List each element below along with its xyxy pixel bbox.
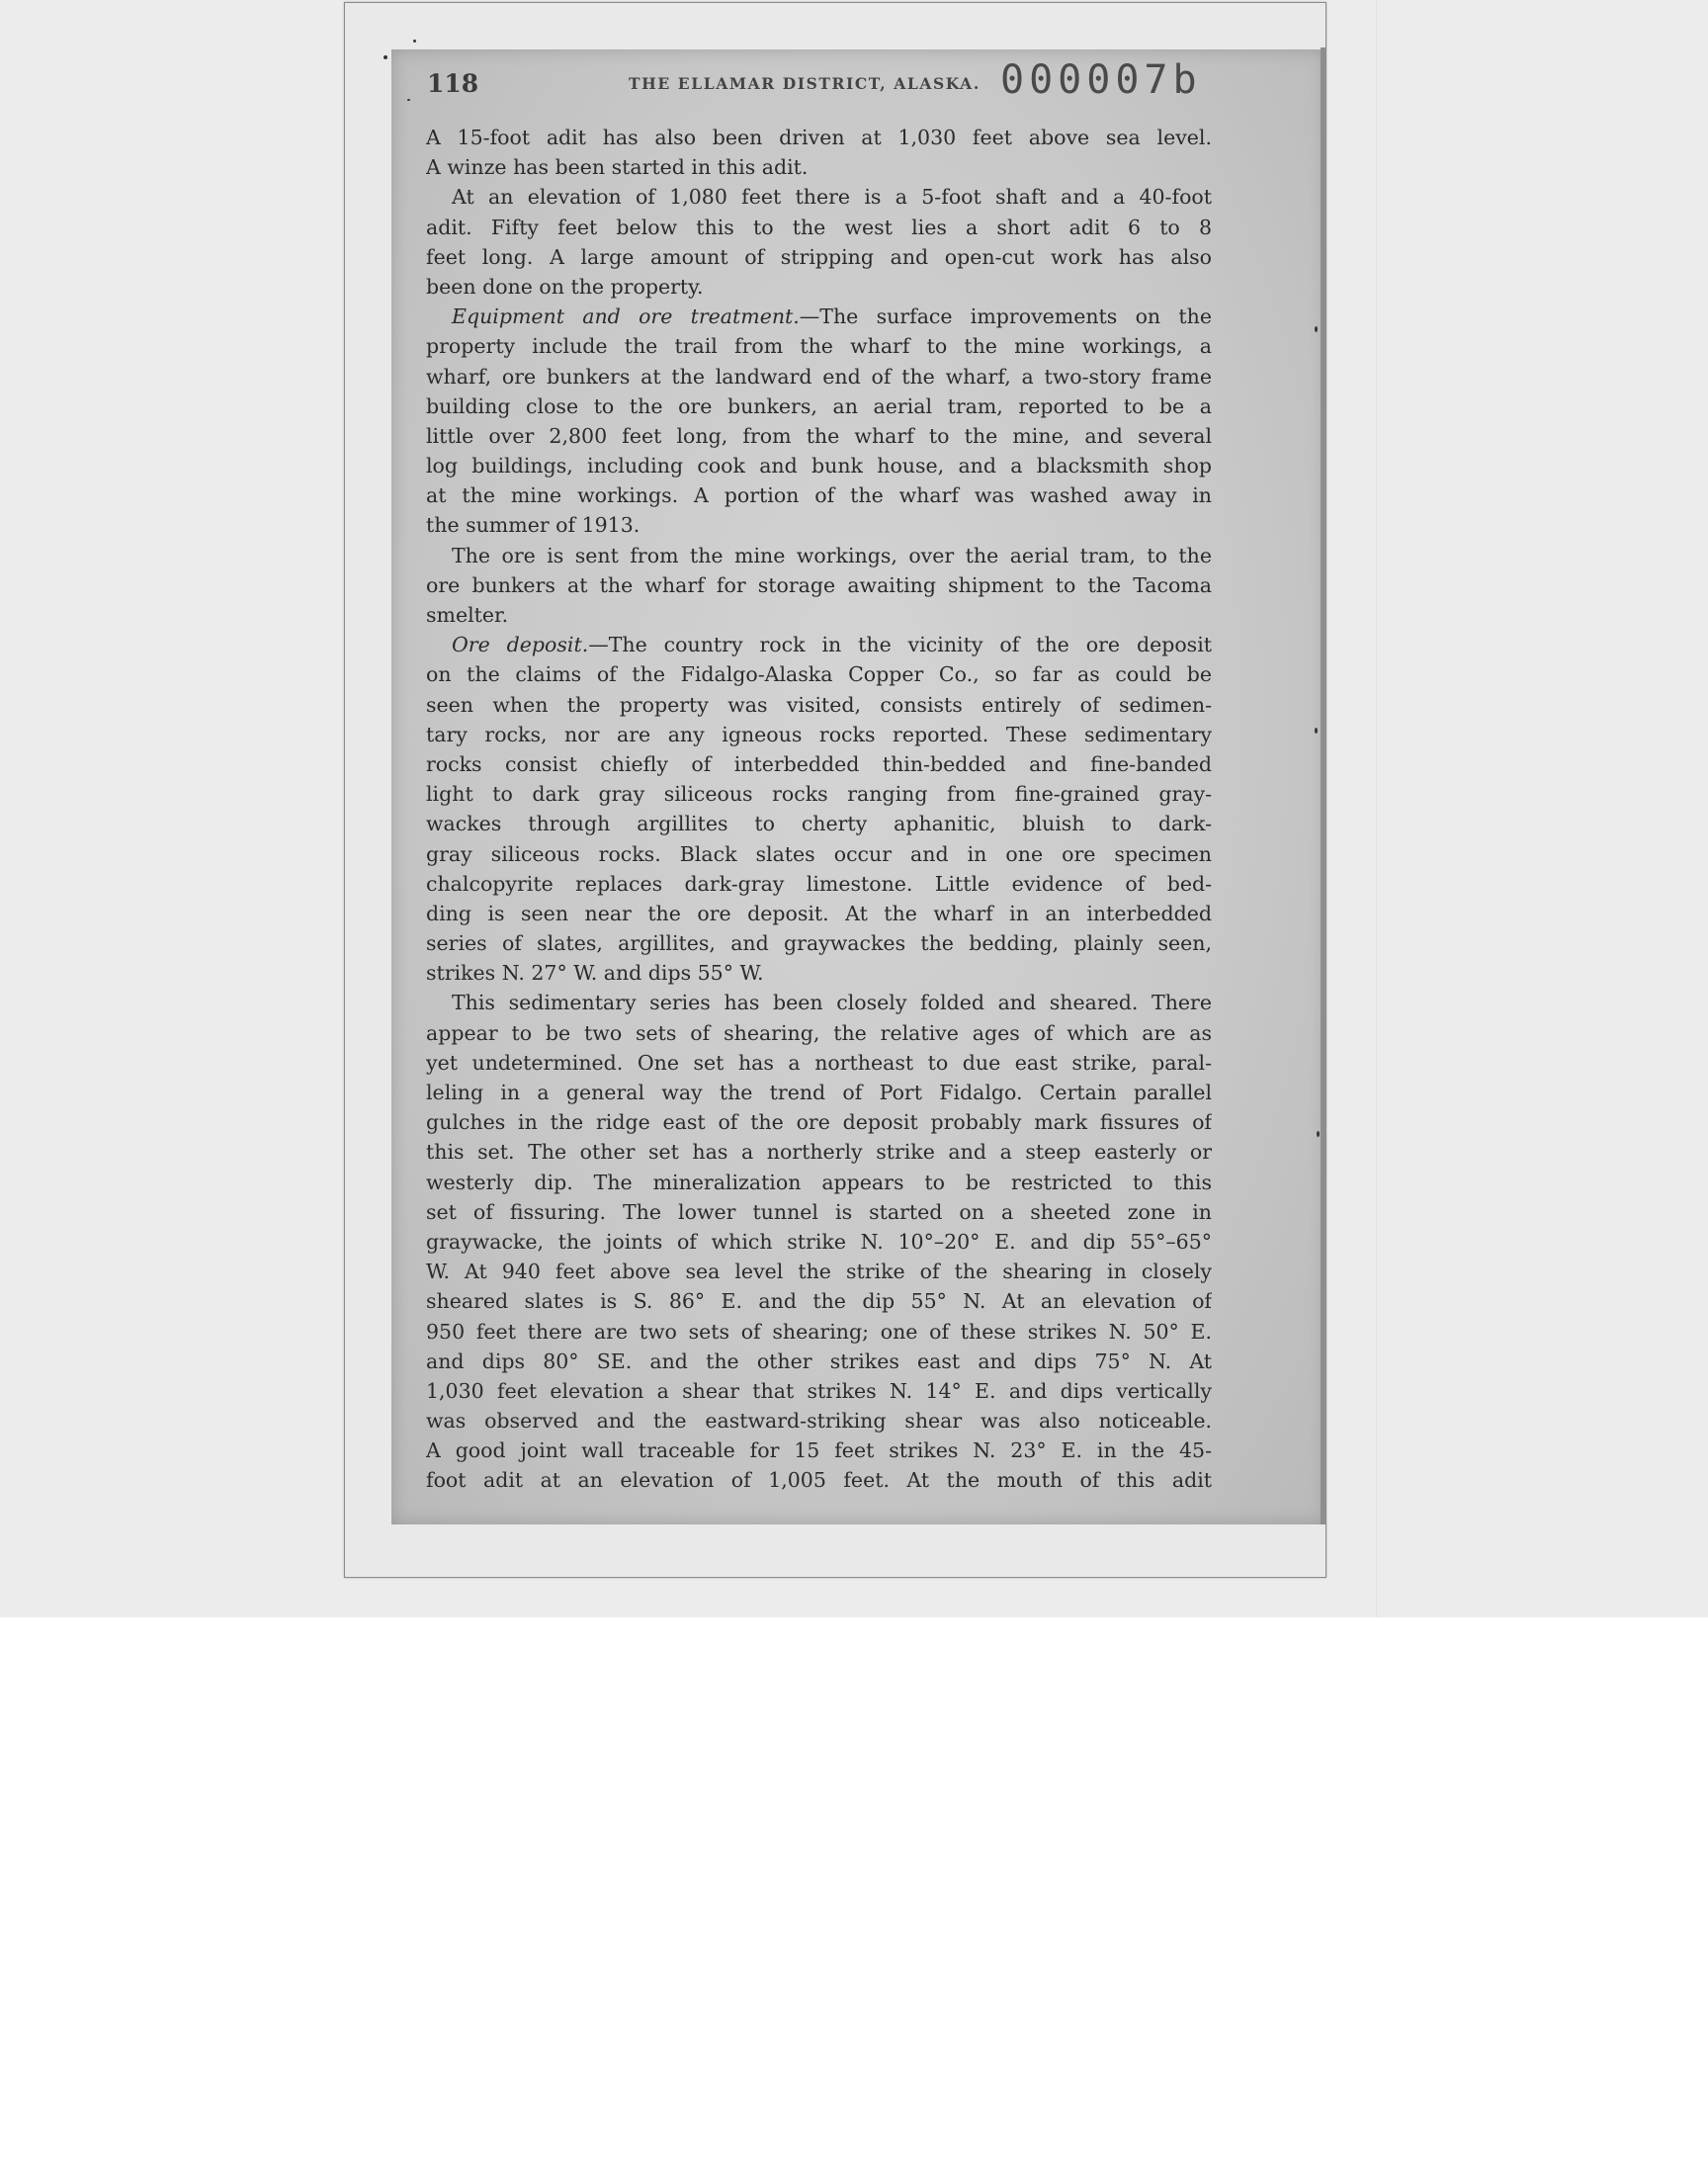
text-line: strikes N. 27° W. and dips 55° W. <box>426 961 764 986</box>
text-line: light to dark gray siliceous rocks ranging from fine-grained gray- <box>426 782 1212 807</box>
text-line: was observed and the eastward-striking shear was also noticeable. <box>426 1409 1212 1434</box>
text-line: A good joint wall traceable for 15 feet strikes N. 23° E. in the 45- <box>426 1438 1212 1463</box>
text-line: Ore deposit.—The country rock in the vicinity of the ore deposit <box>452 633 1212 657</box>
text-line: the summer of 1913. <box>426 513 640 538</box>
text-line: sheared slates is S. 86° E. and the dip 55° N. At an elevation of <box>426 1289 1212 1314</box>
text-line: little over 2,800 feet long, from the wharf to the mine, and several <box>426 423 1212 448</box>
text-line: feet long. A large amount of stripping and open-cut work has also <box>426 244 1212 269</box>
text-line: tary rocks, nor are any igneous rocks reported. These sedimentary <box>426 722 1212 746</box>
text-line: been done on the property. <box>426 274 704 299</box>
viewer-divider <box>1376 0 1377 1617</box>
text-line: A 15-foot adit has also been driven at 1,030 feet above sea level. <box>426 126 1212 149</box>
text-line: and dips 80° SE. and the other strikes east and dips 75° N. At <box>426 1348 1212 1373</box>
text-line: wharf, ore bunkers at the landward end of the wharf, a two-story frame <box>426 364 1212 389</box>
text-line: leling in a general way the trend of Port Fidalgo. Certain parallel <box>426 1081 1212 1104</box>
text-line: appear to be two sets of shearing, the relative ages of which are as <box>426 1020 1212 1045</box>
text-line: ore bunkers at the wharf for storage awaiting shipment to the Tacoma <box>426 572 1212 597</box>
section-lead: Ore deposit. <box>452 633 589 657</box>
text-line: Equipment and ore treatment.—The surface improvements on the <box>452 304 1212 329</box>
section-lead: Equipment and ore treatment. <box>452 304 800 329</box>
text-line: adit. Fifty feet below this to the west lies a short adit 6 to 8 <box>426 215 1212 239</box>
text-line: At an elevation of 1,080 feet there is a 5-foot shaft and a 40-foot <box>452 185 1212 210</box>
running-head: THE ELLAMAR DISTRICT, ALASKA. <box>629 74 981 93</box>
text-line: this set. The other set has a northerly strike and a steep easterly or <box>426 1140 1212 1165</box>
body-text <box>426 123 1212 1496</box>
text-line: 950 feet there are two sets of shearing; one of these strikes N. 50° E. <box>426 1319 1212 1344</box>
text-line: wackes through argillites to cherty aphanitic, bluish to dark- <box>426 812 1212 836</box>
text-line: rocks consist chiefly of interbedded thin-bedded and fine-banded <box>426 751 1212 776</box>
text-line: A winze has been started in this adit. <box>426 155 809 180</box>
text-line: The ore is sent from the mine workings, over the aerial tram, to the <box>452 543 1212 567</box>
text-line: This sedimentary series has been closely folded and sheared. There <box>452 991 1212 1015</box>
text-line: set of fissuring. The lower tunnel is started on a sheeted zone in <box>426 1199 1212 1224</box>
text-line: gulches in the ridge east of the ore deposit probably mark fissures of <box>426 1110 1212 1135</box>
text-line: smelter. <box>426 603 509 627</box>
text-line: foot adit at an elevation of 1,005 feet. At the mouth of this adit <box>426 1468 1212 1493</box>
scan-speck <box>413 40 416 43</box>
page-number: 118 <box>427 69 479 98</box>
text-line: seen when the property was visited, consists entirely of sedimen- <box>426 692 1212 717</box>
text-line: on the claims of the Fidalgo-Alaska Copper Co., so far as could be <box>426 662 1212 687</box>
text-line: graywacke, the joints of which strike N. 10°–20° E. and dip 55°–65° <box>426 1229 1212 1254</box>
text-line: yet undetermined. One set has a northeast to due east strike, paral- <box>426 1050 1212 1075</box>
document-stamp: 000007b <box>1000 57 1202 103</box>
text-line: log buildings, including cook and bunk house, and a blacksmith shop <box>426 454 1212 478</box>
scan-speck <box>1315 326 1318 332</box>
scan-speck <box>407 99 410 101</box>
text-line: 1,030 feet elevation a shear that strikes N. 14° E. and dips vertically <box>426 1378 1212 1403</box>
text-line: building close to the ore bunkers, an aerial tram, reported to be a <box>426 393 1212 418</box>
text-line: ding is seen near the ore deposit. At the wharf in an interbedded <box>426 901 1212 925</box>
text-line: property include the trail from the wharf to the mine workings, a <box>426 334 1212 359</box>
text-line: westerly dip. The mineralization appears to be restricted to this <box>426 1170 1212 1194</box>
scan-speck <box>1317 1131 1320 1137</box>
text-line: series of slates, argillites, and graywackes the bedding, plainly seen, <box>426 931 1212 956</box>
text-line: at the mine workings. A portion of the wharf was washed away in <box>426 483 1212 508</box>
scan-speck <box>384 55 387 59</box>
text-line: gray siliceous rocks. Black slates occur and in one ore specimen <box>426 841 1212 866</box>
text-line: W. At 940 feet above sea level the strike of the shearing in closely <box>426 1260 1212 1284</box>
text-line: chalcopyrite replaces dark-gray limestone. Little evidence of bed- <box>426 871 1212 896</box>
page-edge-shadow <box>1321 47 1326 1524</box>
scan-speck <box>1315 728 1318 734</box>
